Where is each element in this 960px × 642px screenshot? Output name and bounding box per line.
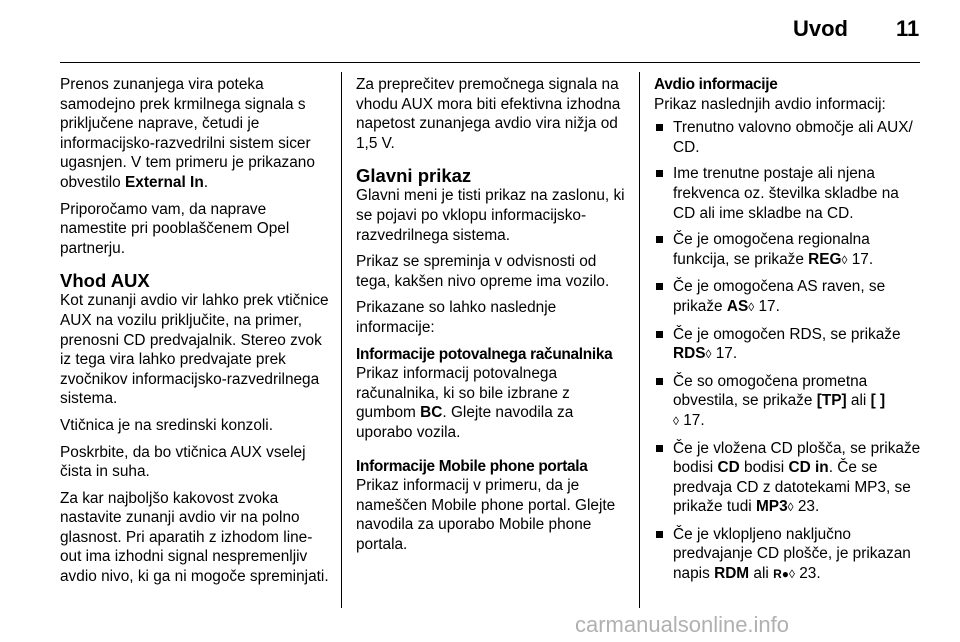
page-ref-icon: ◊ [789, 567, 795, 582]
page-ref-icon: ◊ [787, 500, 794, 515]
list-item: Trenutno valovno območje ali AUX/ CD. [654, 118, 924, 157]
paragraph: Informacije Mobile phone portala Prikaz informacij v primeru, da je nameščen Mobile phone portal. Glejte navodila za uporabo Mobile phone portala. [356, 457, 630, 555]
paragraph: Kot zunanji avdio vir lahko prek vtičnice AUX na vozilu priključite, na primer, prenosni CD predvajalnik. Stereo zvok iz tega vira lahko predvajate prek zvočnikov informacijsko-razvedrilnega sistema. [60, 292, 329, 408]
paragraph: Informacije potovalnega računalnika Prikaz informacij potovalnega računalnika, ki so bile izbrane z gumbom BC. Glejte navodila za uporabo vozila. [356, 345, 630, 443]
column-3 [654, 75, 924, 592]
page-ref-icon: ◊ [673, 413, 679, 428]
column-divider-2 [639, 72, 640, 608]
list-item: Če je vložena CD plošča, se prikaže bodisi CD bodisi CD in. Če se predvaja CD z datotekami MP3, se prikaže tudi MP3◊ 23. [654, 439, 924, 518]
list-item: Če je omogočen RDS, se prikaže RDS◊ 17. [654, 325, 924, 365]
paragraph: Priporočamo vam, da naprave namestite pri pooblaščenem Opel partnerju. [60, 200, 290, 257]
column-divider-1 [341, 72, 342, 608]
page-ref-icon: ◊ [841, 252, 848, 267]
paragraph: Poskrbite, da bo vtičnica AUX vselej čista in suha. [60, 443, 306, 481]
column-1 [60, 75, 332, 594]
random-icon: R● [773, 567, 790, 582]
list-item: Če je vklopljeno naključno predvajanje CD plošče, je prikazan napis RDM ali R●◊ 23. [654, 525, 924, 585]
paragraph: Prikaz se spreminja v odvisnosti od tega, kakšen nivo opreme ima vozilo. [356, 253, 610, 290]
list-item: Če so omogočena prometna obvestila, se prikaže [TP] ali [ ] ◊ 17. [654, 372, 924, 432]
list-item: Ime trenutne postaje ali njena frekvenca oz. številka skladbe na CD ali ime skladbe na CD. [654, 164, 924, 223]
page-number: 11 [896, 16, 920, 41]
page-ref-icon: ◊ [705, 347, 712, 362]
external-in-label: External In [125, 173, 204, 191]
watermark: carmanualsonline.info [575, 612, 790, 637]
header-rule [60, 62, 920, 63]
section-heading-aux: Vhod AUX [60, 270, 150, 292]
subheading-audio-info: Avdio informacije [654, 76, 778, 93]
paragraph: Za kar najboljšo kakovost zvoka nastavite zunanji avdio vir na polno glasnost. Pri aparatih z izhodom line-out ima izhodni signal nespremenljiv avdio nivo, ki ga ni mogoče spreminjati. [60, 489, 329, 586]
list-item: Če je omogočena regionalna funkcija, se prikaže REG◊ 17. [654, 230, 924, 270]
paragraph: Prenos zunanjega vira poteka samodejno prek krmilnega signala s priključene naprave, četudi je informacijsko-razvedrilni sistem sicer ugasnjen. V tem primeru je prikazano obvestilo External In. [60, 76, 315, 191]
page-ref-icon: ◊ [748, 299, 755, 314]
paragraph: Za preprečitev premočnega signala na vhodu AUX mora biti efektivna izhodna napetost zunanjega avdio vira nižja od 1,5 V. [356, 76, 621, 152]
subheading-mobile-phone-portal: Informacije Mobile phone portala [356, 457, 588, 475]
paragraph: Prikazane so lahko naslednje informacije: [356, 299, 557, 336]
column-2 [356, 75, 630, 561]
section-heading-main-display: Glavni prikaz [356, 165, 472, 187]
paragraph: Prikaz naslednjih avdio informacij: [654, 95, 886, 113]
subheading-trip-computer: Informacije potovalnega računalnika [356, 345, 613, 363]
paragraph: Glavni meni je tisti prikaz na zaslonu, ki se pojavi po vklopu informacijsko-razvedrilnega sistema. [356, 187, 625, 244]
page-header-title: Uvod [793, 16, 848, 41]
paragraph: Vtičnica je na sredinski konzoli. [60, 416, 274, 434]
list-item: Če je omogočena AS raven, se prikaže AS◊ 17. [654, 277, 924, 317]
